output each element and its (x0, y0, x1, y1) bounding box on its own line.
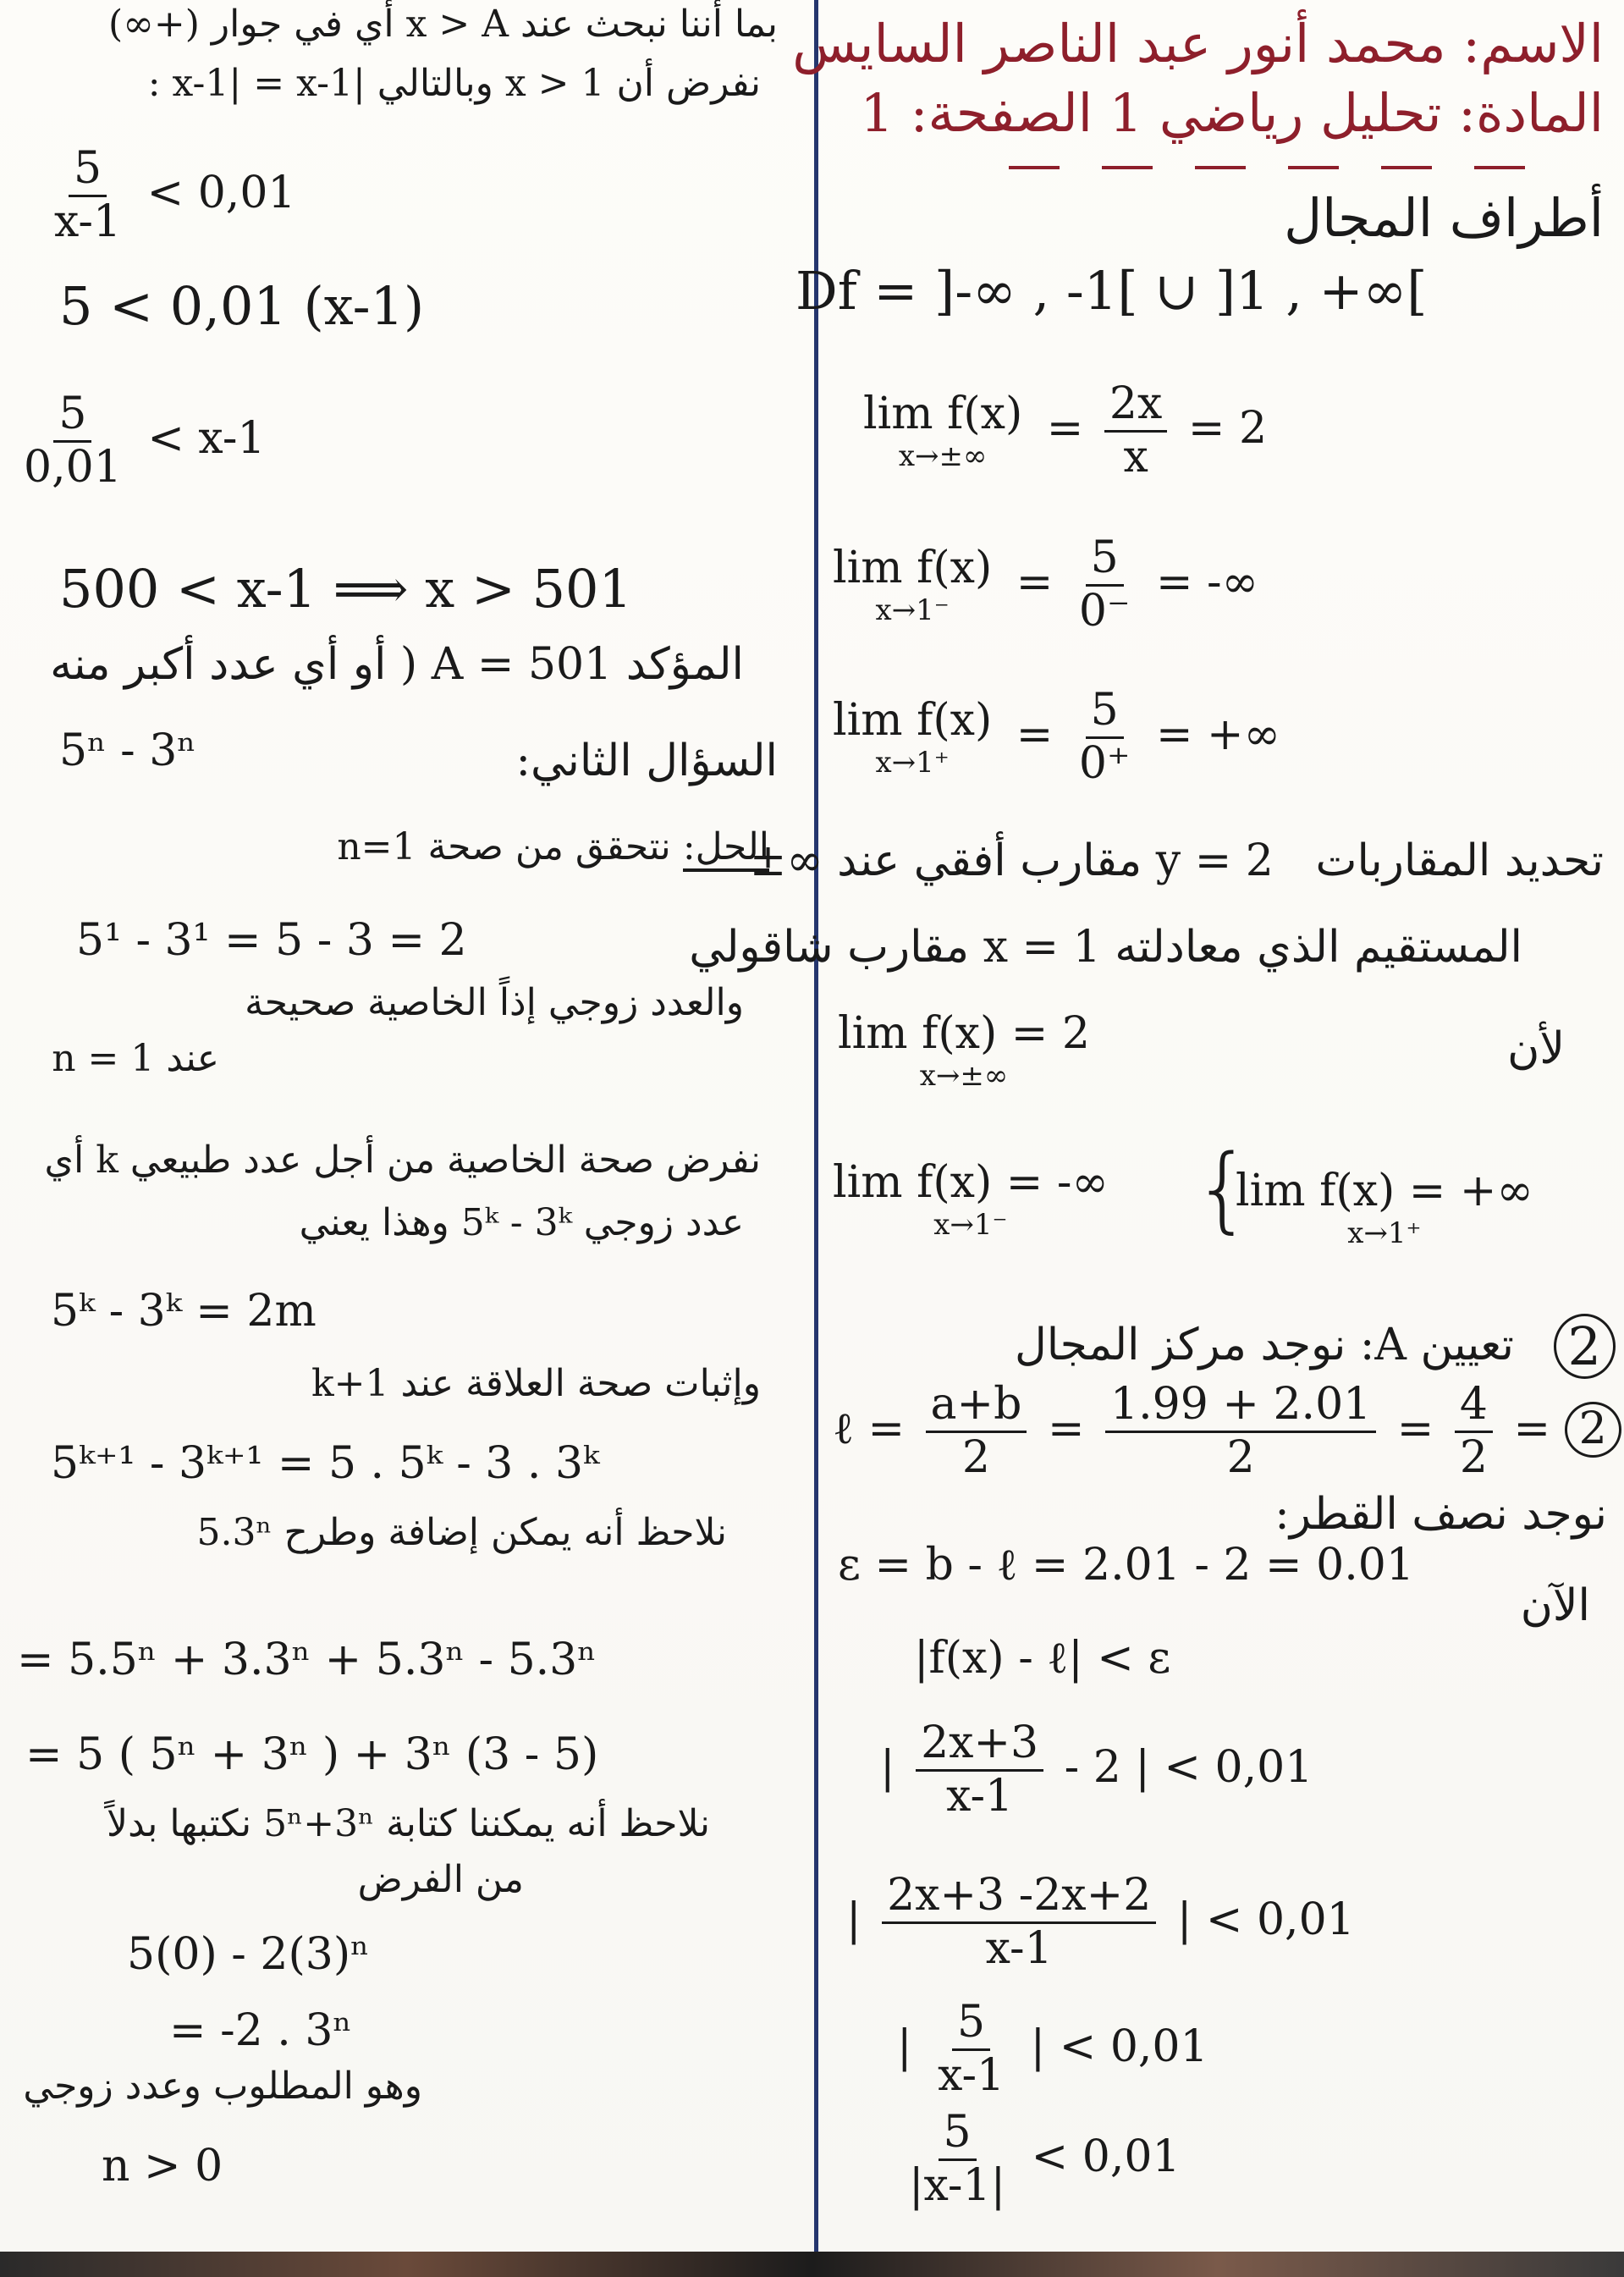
left-top-line-2: نفرض أن x > 1 وبالتالي |x-1| = x-1 : (147, 62, 761, 105)
left-top-line-1: بما أننا نبحث عند x > A أي في جوار (+∞) (108, 3, 778, 46)
question-2-title: تعيين A: نوجد مركز المجال (1014, 1320, 1514, 1370)
left-eq-12: وإثبات صحة العلاقة عند k+1 (311, 1362, 761, 1405)
center-equation: ℓ = $\frac{a+b}{2}$ = $\frac{1.99 + 2.01}{2}$ = $\frac{4}{2}$ = 2 (833, 1380, 1621, 1484)
left-eq-22: n > 0 (102, 2141, 223, 2192)
domain-definition: Df = ]-∞ , -1[ ∪ ]1 , +∞[ (795, 260, 1428, 322)
question-2-label: السؤال الثاني: (515, 736, 778, 786)
left-eq-20: = -2 . 3ⁿ (169, 2005, 352, 2056)
brace-symbol: { (1193, 1134, 1252, 1243)
left-eq-21: وهو المطلوب وعدد زوجي (23, 2065, 422, 2108)
subject-line: المادة: تحليل رياضي 1 الصفحة: 1 (860, 82, 1604, 144)
radius-note: نوجد نصف القطر: (1274, 1489, 1607, 1540)
because-label: لأن (1507, 1023, 1565, 1074)
limit-asymptote-right: lim f(x) = +∞ x→1⁺ (1236, 1166, 1533, 1250)
column-divider (814, 0, 818, 2252)
left-eq-9: نفرض صحة الخاصية من أجل عدد طبيعي k أي (44, 1138, 761, 1182)
left-eq-5: المؤكد A = 501 ( أو أي عدد أكبر منه (50, 639, 744, 690)
left-eq-4: 500 < x-1 ⟹ x > 501 (59, 558, 632, 620)
left-eq-8: عند n = 1 (52, 1037, 219, 1080)
limit-asymptote-left: lim f(x) = -∞ x→1⁻ (833, 1157, 1109, 1242)
separator-dash (1288, 166, 1339, 169)
left-eq-2: 5 < 0,01 (x-1) (59, 275, 425, 337)
separator-dash (1195, 166, 1246, 169)
separator-dash (1474, 166, 1525, 169)
asymptotes-line: تحديد المقاربات y = 2 مقارب أفقي عند ∞± (749, 835, 1604, 886)
separator-dash (1009, 166, 1060, 169)
left-eq-7: والعدد زوجي إذاً الخاصية صحيحة (245, 981, 744, 1024)
separator-dash (1102, 166, 1153, 169)
question-2-number: 2 (1554, 1314, 1616, 1379)
left-eq-11: 5ᵏ - 3ᵏ = 2m (51, 1286, 317, 1337)
left-eq-19: 5(0) - 2(3)ⁿ (127, 1929, 370, 1980)
left-eq-18: من الفرض (357, 1858, 524, 1901)
limit-left-of-1: lim f(x) x→1⁻ = $\frac{5}{0^-}$ = -∞ (833, 532, 1258, 637)
inequality-1: |f(x) - ℓ| < ε (914, 1633, 1171, 1684)
vertical-asymptote-line: المستقيم الذي معادلته x = 1 مقارب شاقولي (689, 922, 1522, 973)
photo-bottom-edge (0, 2252, 1624, 2277)
student-name: الاسم: محمد أنور عبد الناصر السايس (792, 13, 1604, 74)
left-eq-14: نلاحظ أنه يمكن إضافة وطرح 5.3ⁿ (196, 1511, 727, 1554)
solution-line: الحل: نتحقق من صحة n=1 (337, 826, 769, 869)
inequality-5: $\frac{5}{|x-1|}$ < 0,01 (909, 2107, 1181, 2211)
limit-asymptote-horizontal: lim f(x) = 2 x→±∞ (838, 1008, 1090, 1093)
limit-right-of-1: lim f(x) x→1⁺ = $\frac{5}{0^+}$ = +∞ (833, 685, 1280, 789)
left-eq-15: = 5.5ⁿ + 3.3ⁿ + 5.3ⁿ - 5.3ⁿ (17, 1635, 597, 1685)
left-eq-3: $\frac{5}{0,01}$ < x-1 (24, 389, 266, 493)
inequality-4: | $\frac{5}{x-1}$ | < 0,01 (897, 1997, 1208, 2101)
now-label: الآن (1520, 1580, 1590, 1631)
question-2-expr: 5ⁿ - 3ⁿ (59, 725, 196, 776)
inequality-3: | $\frac{2x+3 -2x+2}{x-1}$ | < 0,01 (846, 1870, 1355, 1974)
separator-dash (1381, 166, 1432, 169)
left-eq-10: عدد زوجي 5ᵏ - 3ᵏ وهذا يعني (299, 1201, 744, 1244)
left-eq-1: $\frac{5}{x-1}$ < 0,01 (54, 143, 296, 247)
left-eq-16: = 5 ( 5ⁿ + 3ⁿ ) + 3ⁿ (3 - 5) (25, 1729, 599, 1780)
inequality-2: | $\frac{2x+3}{x-1}$ - 2 | < 0,01 (880, 1717, 1313, 1822)
radius-equation: ε = b - ℓ = 2.01 - 2 = 0.01 (838, 1540, 1414, 1591)
domain-title: أطراف المجال (1284, 187, 1604, 249)
left-eq-6: 5¹ - 3¹ = 5 - 3 = 2 (76, 915, 467, 966)
left-eq-13: 5ᵏ⁺¹ - 3ᵏ⁺¹ = 5 . 5ᵏ - 3 . 3ᵏ (51, 1438, 600, 1489)
left-eq-17: نلاحظ أنه يمكننا كتابة 5ⁿ+3ⁿ نكتبها بدلاً (106, 1802, 710, 1845)
limit-infinity: lim f(x) x→±∞ = $\frac{2x}{x}$ = 2 (863, 378, 1268, 482)
